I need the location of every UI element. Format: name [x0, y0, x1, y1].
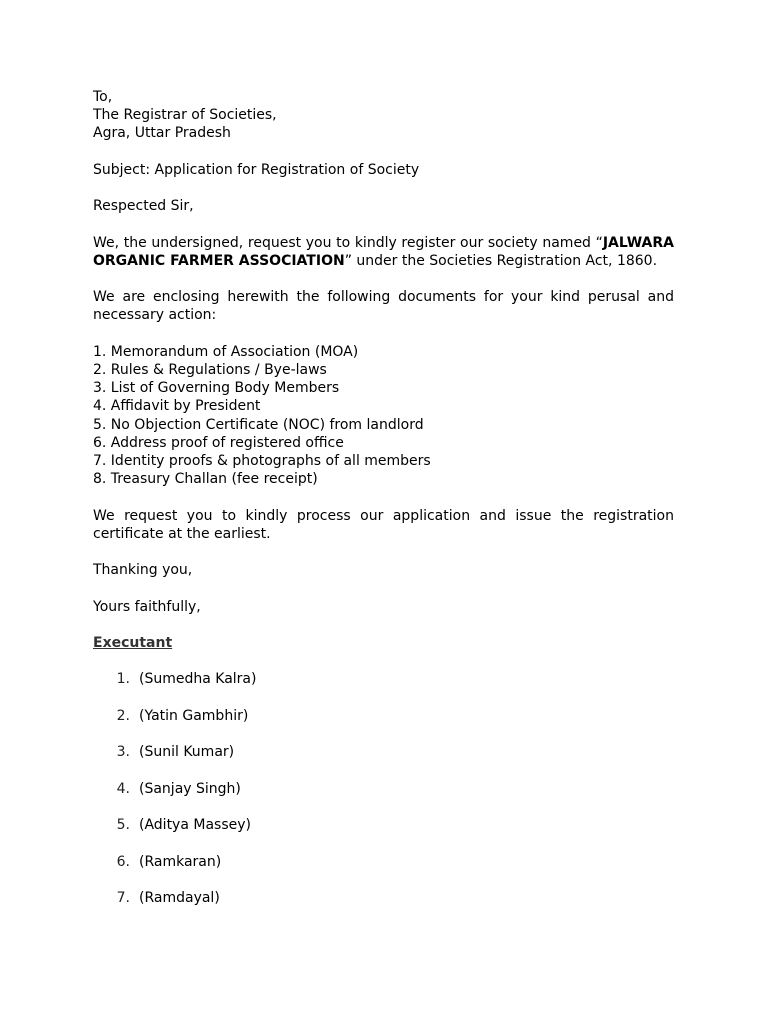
document-item: 7. Identity proofs & photographs of all members	[93, 452, 431, 469]
document-item: 8. Treasury Challan (fee receipt)	[93, 471, 318, 488]
address-city: Agra, Uttar Pradesh	[93, 125, 231, 142]
executant-name: (Yatin Gambhir)	[139, 707, 249, 724]
address-to: To,	[93, 89, 113, 105]
document-item: 3. List of Governing Body Members	[93, 380, 340, 397]
executant-item	[93, 743, 674, 761]
documents-list	[93, 343, 674, 489]
address-registrar: The Registrar of Societies,	[93, 107, 277, 124]
executant-item	[93, 670, 674, 688]
document-item: 1. Memorandum of Association (MOA)	[93, 343, 359, 360]
executant-number: 3.	[116, 744, 130, 761]
executant-number: 1.	[116, 671, 130, 688]
executant-number: 5.	[116, 817, 130, 834]
executant-name: (Ramkaran)	[139, 853, 222, 870]
document-item: 4. Affidavit by President	[93, 398, 261, 415]
request-paragraph: We request you to kindly process our application and issue the registration certificate at the earliest.	[93, 507, 674, 542]
executant-name: (Aditya Massey)	[139, 817, 251, 834]
subject-line: Subject: Application for Registration of Society	[93, 161, 420, 178]
closing-line: Yours faithfully,	[93, 598, 201, 615]
executant-name: (Sumedha Kalra)	[139, 671, 257, 688]
executant-number: 7.	[116, 890, 130, 907]
executant-name: (Sunil Kumar)	[139, 744, 235, 761]
executant-list	[93, 670, 674, 907]
letter-body	[93, 88, 674, 926]
document-item: 5. No Objection Certificate (NOC) from landlord	[93, 416, 424, 433]
thanks-line: Thanking you,	[93, 562, 193, 579]
salutation: Respected Sir,	[93, 198, 194, 215]
executant-item	[93, 780, 674, 798]
executant-name: (Sanjay Singh)	[139, 780, 241, 797]
executant-number: 4.	[116, 780, 130, 797]
intro-text-before: We, the undersigned, request you to kindly register our society named “	[93, 234, 603, 251]
executant-number: 6.	[116, 853, 130, 870]
executant-item	[93, 707, 674, 725]
executant-item	[93, 816, 674, 834]
society-name: JALWARA ORGANIC FARMER ASSOCIATION	[93, 234, 674, 269]
intro-paragraph	[93, 234, 674, 270]
document-item: 2. Rules & Regulations / Bye-laws	[93, 361, 327, 378]
executant-number: 2.	[116, 707, 130, 724]
document-item: 6. Address proof of registered office	[93, 434, 344, 451]
executant-item	[93, 853, 674, 871]
intro-text-after: ” under the Societies Registration Act, 1860.	[344, 252, 658, 269]
executant-heading: Executant	[93, 634, 173, 651]
executant-item	[93, 889, 674, 907]
executant-name: (Ramdayal)	[139, 890, 220, 907]
enclosing-paragraph: We are enclosing herewith the following documents for your kind perusal and necessary action:	[93, 289, 674, 324]
